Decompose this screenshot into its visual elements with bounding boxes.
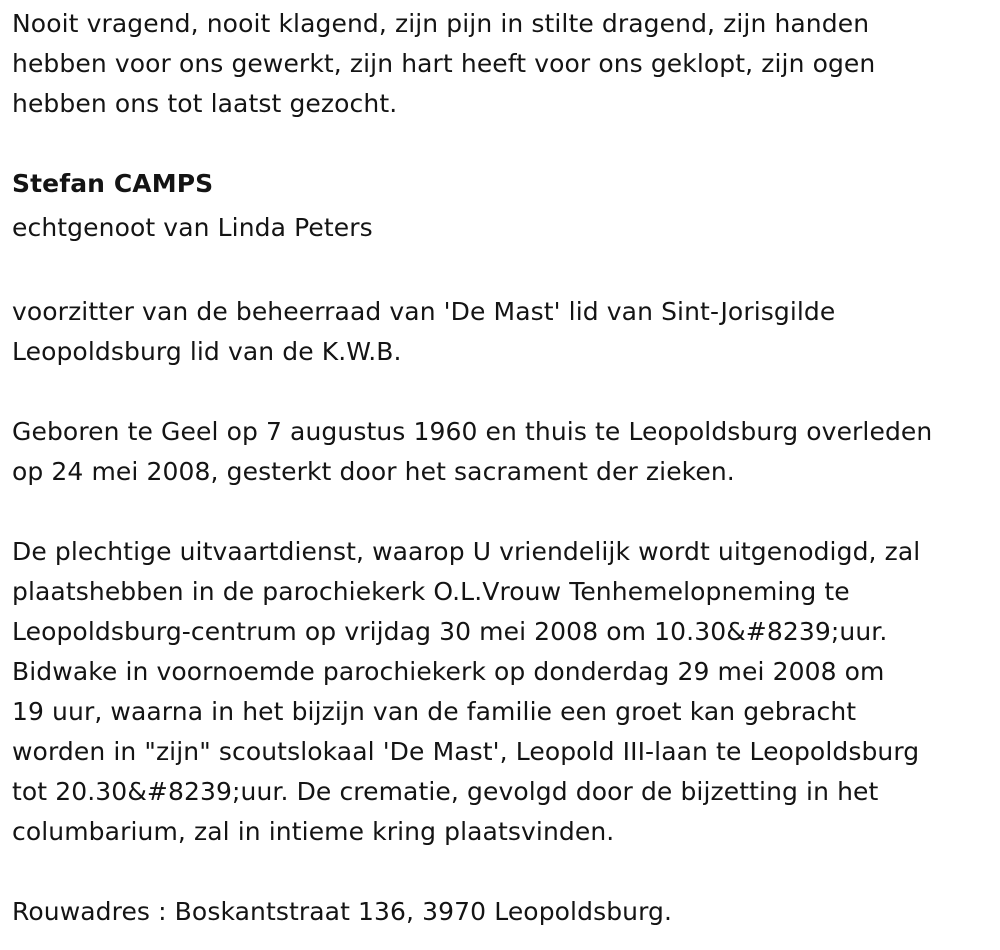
ceremony-line: worden in "zijn" scoutslokaal 'De Mast', Leopold III-laan te Leopoldsburg	[12, 737, 920, 766]
ceremony-line: Leopoldsburg-centrum op vrijdag 30 mei 2008 om 10.30&#8239;uur.	[12, 617, 888, 646]
paragraph-spacer	[12, 372, 988, 412]
intro-quote	[12, 4, 988, 124]
intro-line: hebben voor ons gewerkt, zijn hart heeft voor ons geklopt, zijn ogen	[12, 49, 876, 78]
paragraph-spacer	[12, 492, 988, 532]
paragraph-spacer	[12, 124, 988, 164]
roles-line: Leopoldsburg lid van de K.W.B.	[12, 337, 402, 366]
ceremony-line: tot 20.30&#8239;uur. De crematie, gevolgd door de bijzetting in het	[12, 777, 879, 806]
spouse-line: echtgenoot van Linda Peters	[12, 213, 373, 242]
ceremony-line: De plechtige uitvaartdienst, waarop U vriendelijk wordt uitgenodigd, zal	[12, 537, 921, 566]
birth-death-line: op 24 mei 2008, gesterkt door het sacrament der zieken.	[12, 457, 735, 486]
paragraph-spacer	[12, 252, 988, 292]
paragraph-spacer	[12, 852, 988, 892]
roles-paragraph	[12, 292, 988, 372]
intro-line: hebben ons tot laatst gezocht.	[12, 89, 398, 118]
ceremony-line: plaatshebben in de parochiekerk O.L.Vrouw Tenhemelopneming te	[12, 577, 850, 606]
ceremony-line: Bidwake in voornoemde parochiekerk op donderdag 29 mei 2008 om	[12, 657, 885, 686]
ceremony-line: columbarium, zal in intieme kring plaatsvinden.	[12, 817, 615, 846]
address-paragraph	[12, 892, 988, 932]
deceased-name: Stefan CAMPS	[12, 169, 214, 198]
ceremony-paragraph	[12, 532, 988, 852]
roles-line: voorzitter van de beheerraad van 'De Mast' lid van Sint-Jorisgilde	[12, 297, 836, 326]
birth-death-line: Geboren te Geel op 7 augustus 1960 en thuis te Leopoldsburg overleden	[12, 417, 933, 446]
birth-death-paragraph	[12, 412, 988, 492]
ceremony-line: 19 uur, waarna in het bijzijn van de familie een groet kan gebracht	[12, 697, 857, 726]
intro-line: Nooit vragend, nooit klagend, zijn pijn in stilte dragend, zijn handen	[12, 9, 870, 38]
address-line: Rouwadres : Boskantstraat 136, 3970 Leopoldsburg.	[12, 897, 673, 926]
